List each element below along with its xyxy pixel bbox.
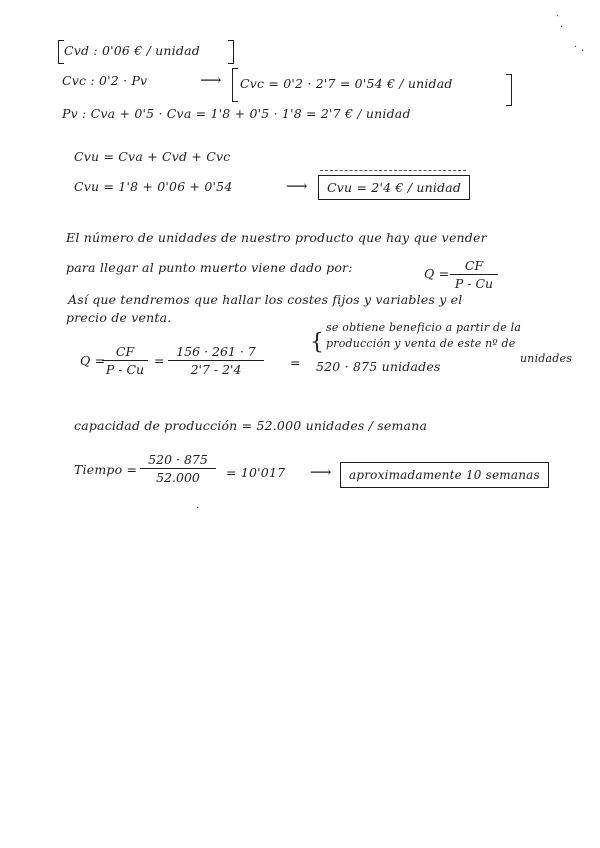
tiempo-denominator: 52.000 [156,470,200,485]
fraction-bar [102,360,148,361]
note-line-3: unidades [520,352,573,365]
stray-mark: · [581,46,585,57]
paragraph-2-line-2: precio de venta. [66,310,172,325]
arrow-tiempo: ⟶ [310,463,332,481]
q-equals-1: = [154,353,165,368]
tiempo-result: = 10'017 [226,465,286,480]
cvu-calculation: Cvu = 1'8 + 0'06 + 0'54 [74,179,233,194]
stray-mark: ˎ [556,6,560,17]
cvu-definition: Cvu = Cva + Cvd + Cvc [74,149,231,164]
dash-over-cvu [320,170,466,171]
tiempo-box: aproximadamente 10 semanas [340,462,549,488]
formula-q-denominator: P - Cu [454,276,494,291]
stray-mark: · [560,22,564,33]
q-fraction-1 [102,344,148,377]
bracket-open-cvc [232,68,238,102]
q-fraction-2 [168,344,264,377]
paragraph-1-line-2: para llegar al punto muerto viene dado por: [66,260,353,275]
note-line-1: se obtiene beneficio a partir de la [326,321,522,334]
bracket-close-cvd [228,40,234,64]
stray-mark: · [574,42,578,53]
fraction-bar [450,274,498,275]
tiempo-numerator: 520 · 875 [148,452,208,467]
stray-mark: · [196,503,200,514]
capacidad-line: capacidad de producción = 52.000 unidades / semana [74,418,428,433]
arrow-cvu: ⟶ [286,177,308,195]
fraction-bar [168,360,264,361]
formula-q-fraction [450,258,498,291]
q-fraction-1-denominator: P - Cu [105,362,145,377]
formula-q-label: Q = [424,266,450,281]
q-lhs: Q = [80,353,106,368]
note-line-2: producción y venta de este nº de [326,337,516,350]
q-fraction-2-numerator: 156 · 261 · 7 [176,344,256,359]
pv-line: Pv : Cva + 0'5 · Cva = 1'8 + 0'5 · 1'8 = 2'7 € / unidad [62,106,411,121]
q-result: 520 · 875 unidades [316,359,441,374]
brace-icon: { [310,330,325,355]
cvu-result: Cvu = 2'4 € / unidad [318,175,470,200]
paragraph-2-line-1: Así que tendremos que hallar los costes fijos y variables y el [68,292,463,307]
q-fraction-1-numerator: CF [115,344,135,359]
tiempo-label: Tiempo = [74,462,138,477]
cvd-line: Cvd : 0'06 € / unidad [64,43,200,58]
paragraph-1-line-1: El número de unidades de nuestro producto que hay que vender [66,230,487,245]
tiempo-fraction [140,452,216,485]
cvc-line: Cvc : 0'2 · Pv [62,73,148,88]
bracket-close-cvc [506,74,512,106]
arrow-cvc: ⟶ [200,71,222,89]
q-equals-2: = [290,355,301,370]
fraction-bar [140,468,216,469]
formula-q-numerator: CF [464,258,484,273]
cvc-result: Cvc = 0'2 · 2'7 = 0'54 € / unidad [240,76,453,91]
q-fraction-2-denominator: 2'7 - 2'4 [190,362,242,377]
